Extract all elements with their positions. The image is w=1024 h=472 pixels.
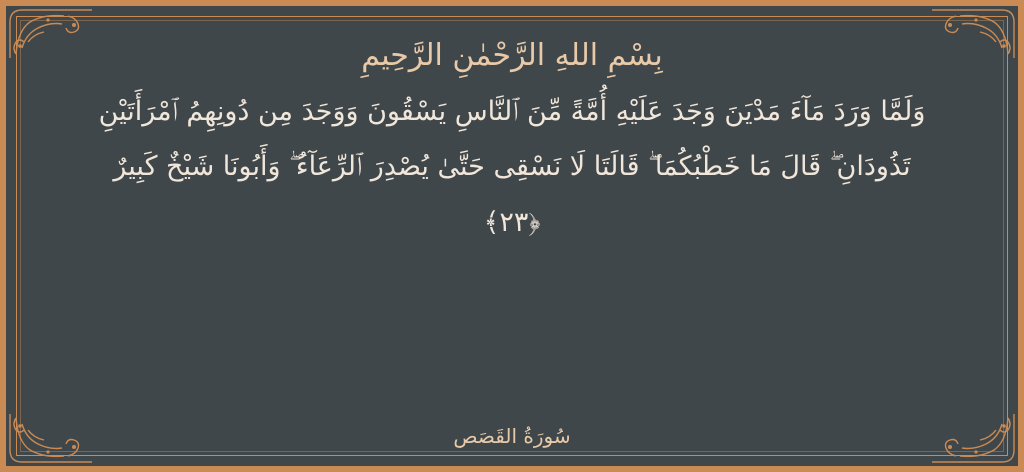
surah-label: سُورَةُ القَصَص	[453, 424, 571, 448]
ayah-text	[82, 84, 942, 250]
verse-content	[40, 24, 984, 448]
ayah-body: وَلَمَّا وَرَدَ مَآءَ مَدْيَنَ وَجَدَ عَلَيْهِ أُمَّةً مِّنَ ٱلنَّاسِ يَسْقُونَ وَوَجَدَ مِن دُونِهِمُ ٱمْرَأَتَيْنِ تَذُودَانِ ۖ قَالَ مَا خَطْبُكُمَا ۖ قَالَتَا لَا نَسْقِى حَتَّىٰ يُصْدِرَ ٱلرِّعَآءُ ۖ وَأَبُونَا شَيْخٌ كَبِيرٌ	[98, 96, 926, 183]
basmala-text: بِسْمِ اللهِ الرَّحْمٰنِ الرَّحِيمِ	[361, 38, 663, 73]
ayah-number-marker: ﴿٢٣﴾	[483, 206, 541, 238]
